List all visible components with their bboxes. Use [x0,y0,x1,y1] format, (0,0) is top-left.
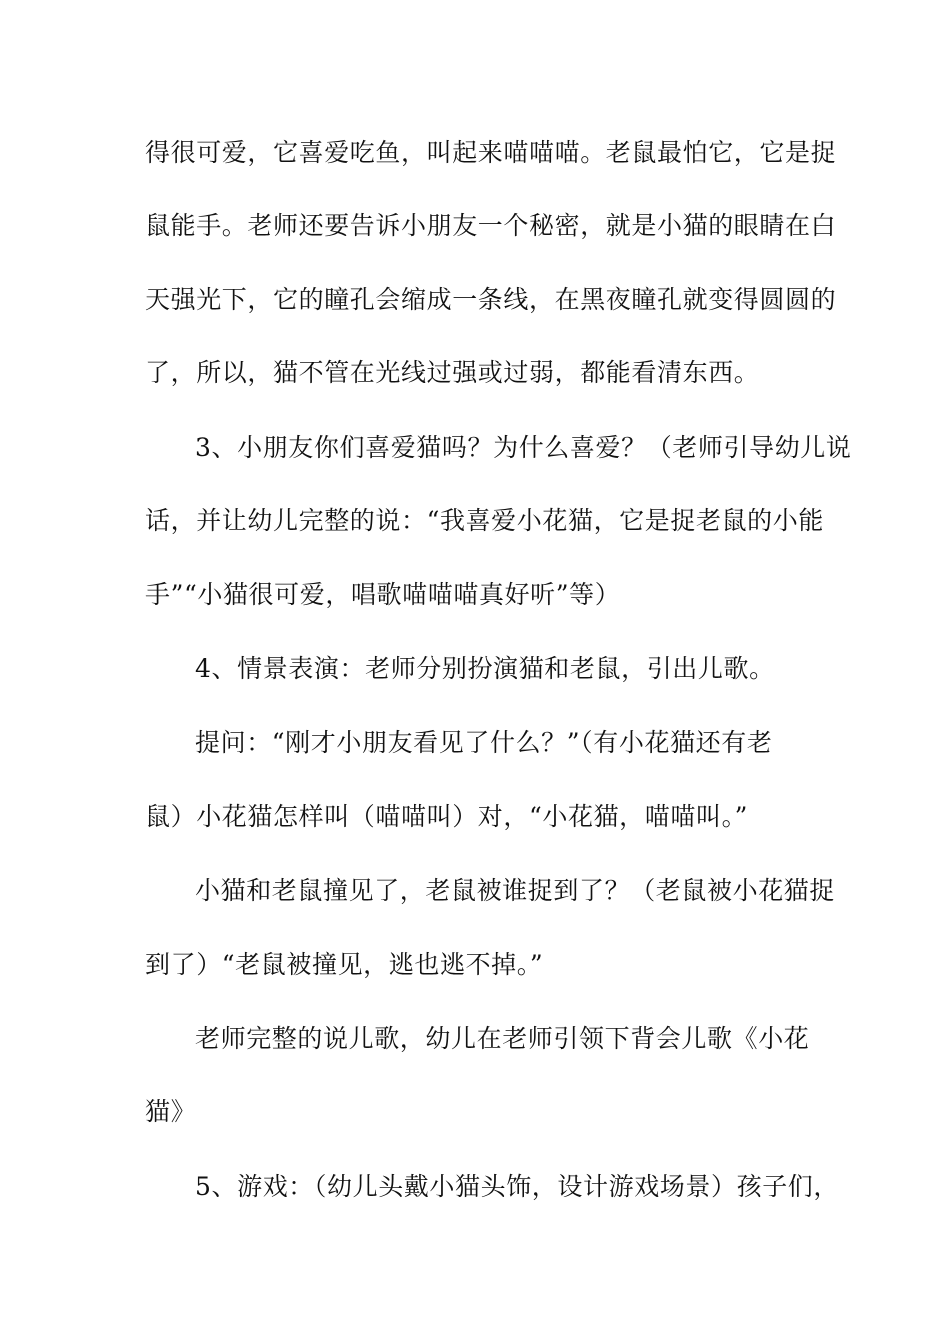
paragraph-line: 天强光下，它的瞳孔会缩成一条线，在黑夜瞳孔就变得圆圆的 [145,285,837,314]
paragraph-line: 3、小朋友你们喜爱猫吗？为什么喜爱？（老师引导幼儿说 [195,433,852,462]
paragraph-line: 小猫和老鼠撞见了，老鼠被谁捉到了？（老鼠被小花猫捉 [195,876,836,905]
paragraph-line: 鼠）小花猫怎样叫（喵喵叫）对，“小花猫，喵喵叫。” [145,802,749,831]
paragraph-line: 5、游戏：（幼儿头戴小猫头饰，设计游戏场景）孩子们， [195,1172,840,1201]
paragraph-line: 手”“小猫很可爱，唱歌喵喵喵真好听”等） [145,580,621,609]
paragraph-line: 猫》 [145,1097,197,1126]
paragraph-line: 了，所以，猫不管在光线过强或过弱，都能看清东西。 [145,358,760,387]
paragraph-line: 鼠能手。老师还要告诉小朋友一个秘密，就是小猫的眼睛在白 [145,211,837,240]
paragraph-line: 得很可爱，它喜爱吃鱼，叫起来喵喵喵。老鼠最怕它，它是捉 [145,138,837,167]
paragraph-line: 到了）“老鼠被撞见，逃也逃不掉。” [145,950,544,979]
paragraph-line: 话，并让幼儿完整的说：“我喜爱小花猫，它是捉老鼠的小能 [145,506,824,535]
paragraph-line: 提问：“刚才小朋友看见了什么？”（有小花猫还有老 [195,728,773,757]
paragraph-line: 4、情景表演：老师分别扮演猫和老鼠，引出儿歌。 [195,654,775,683]
paragraph-line: 老师完整的说儿歌，幼儿在老师引领下背会儿歌《小花 [195,1024,810,1053]
